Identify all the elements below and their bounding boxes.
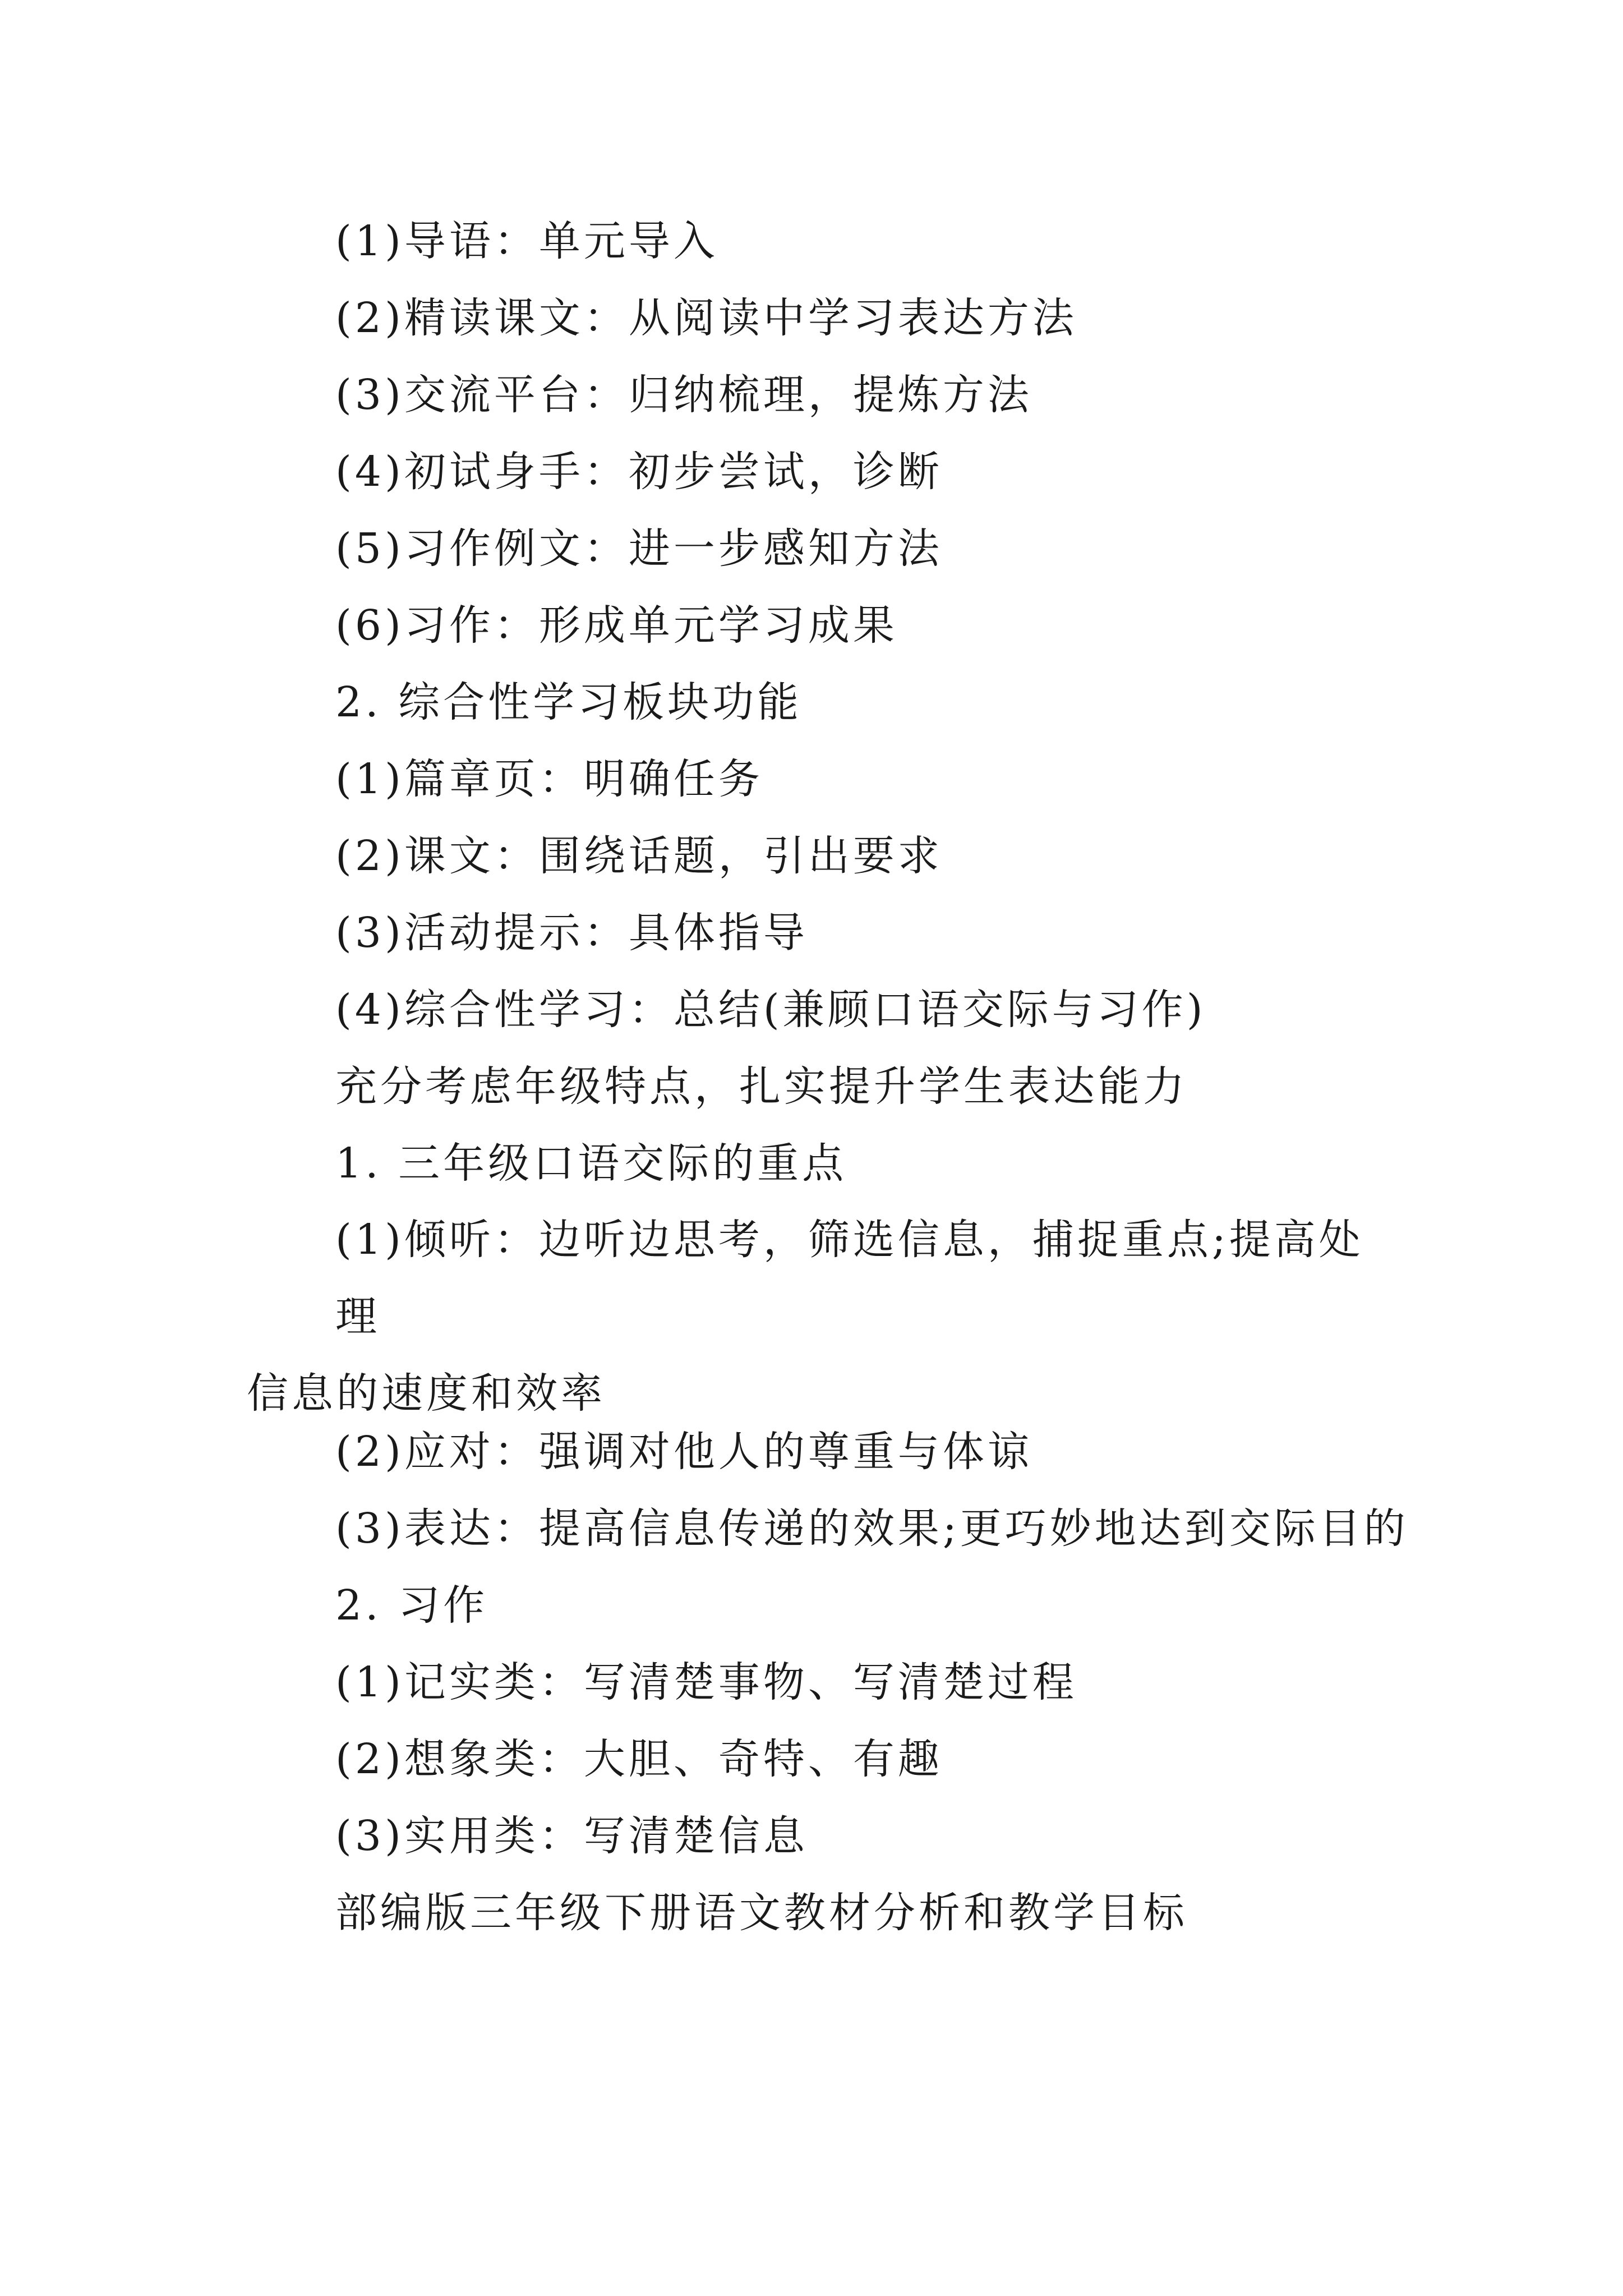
text-line: (3)活动提示：具体指导 [335, 909, 808, 957]
paragraph-first-line: (1)倾听：边听边思考，筛选信息，捕捉重点;提高处理 [335, 1216, 1364, 1341]
text-line: (4)综合性学习：总结(兼顾口语交际与习作) [335, 986, 1206, 1034]
document-title-line: 部编版三年级下册语文教材分析和教学目标 [335, 1889, 1188, 1937]
text-line: (2)应对：强调对他人的尊重与体谅 [335, 1428, 1032, 1476]
text-line: (5)习作例文：进一步感知方法 [335, 524, 943, 573]
section-heading: 1. 三年级口语交际的重点 [335, 1139, 847, 1188]
text-line: (6)习作：形成单元学习成果 [335, 601, 898, 650]
section-heading: 充分考虑年级特点，扎实提升学生表达能力 [335, 1062, 1188, 1111]
wrapped-paragraph [247, 1202, 1385, 1432]
document-body [247, 217, 1409, 1970]
text-line: (4)初试身手：初步尝试，诊断 [335, 448, 943, 496]
text-line: (2)课文：围绕话题，引出要求 [335, 832, 943, 880]
text-line: (1)导语：单元导入 [335, 217, 718, 265]
text-line: (2)想象类：大胆、奇特、有趣 [335, 1735, 943, 1783]
text-line: (3)交流平台：归纳梳理，提炼方法 [335, 371, 1032, 419]
text-line: (3)实用类：写清楚信息 [335, 1812, 808, 1860]
paragraph-continuation-line: 信息的速度和效率 [247, 1369, 606, 1418]
text-line: (2)精读课文：从阅读中学习表达方法 [335, 294, 1077, 342]
text-line: (3)表达：提高信息传递的效果;更巧妙地达到交际目的 [335, 1504, 1409, 1553]
section-heading: 2. 综合性学习板块功能 [335, 678, 803, 726]
text-line: (1)篇章页：明确任务 [335, 755, 763, 803]
section-heading: 2. 习作 [335, 1581, 488, 1630]
text-line: (1)记实类：写清楚事物、写清楚过程 [335, 1658, 1077, 1706]
